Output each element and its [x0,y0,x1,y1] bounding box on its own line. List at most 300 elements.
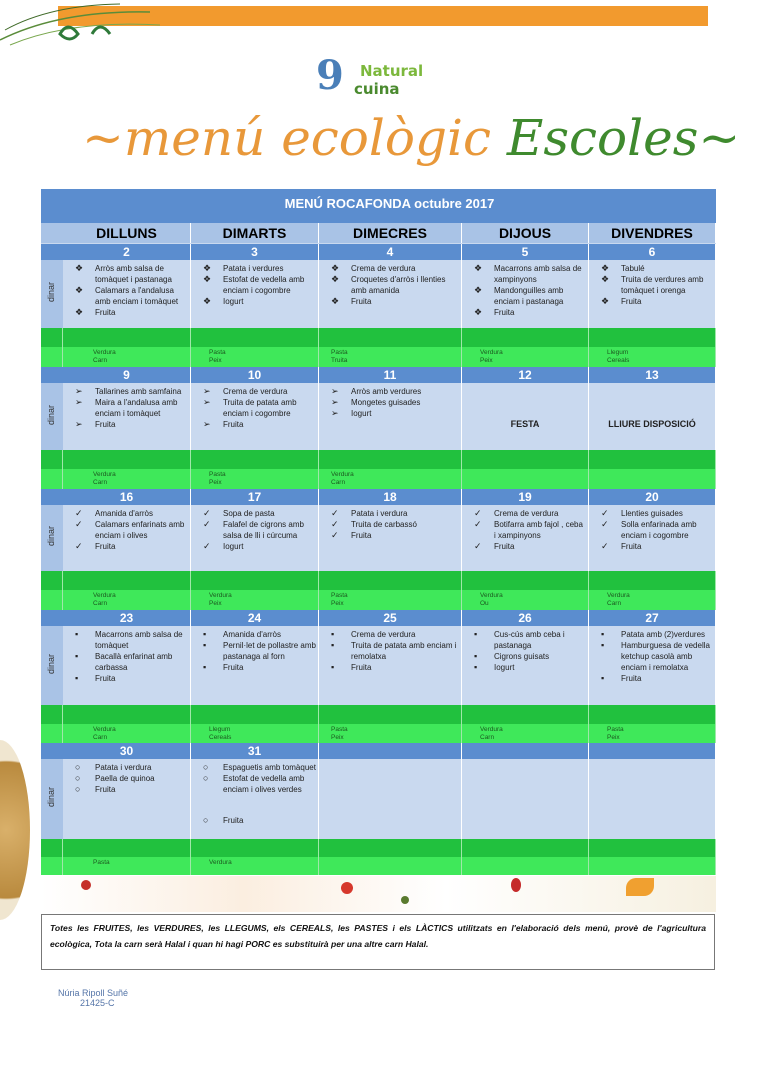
day-menu [589,626,716,705]
dish-text: Fruita [621,674,642,683]
green-band [319,450,462,469]
day-number: 17 [191,489,319,505]
day-menu [63,260,191,328]
day-number: 9 [63,367,191,383]
dish-item [75,784,188,795]
bullet-icon: ❖ [75,307,84,317]
dish-item [601,274,713,296]
dinar-label: dinar [46,786,56,807]
bullet-icon: ▪ [75,673,79,683]
food-group-tag: Cereals [607,357,630,364]
food-group-tag: Peix [480,357,493,364]
dish-text: Pernil·let de pollastre amb pastanaga al forn [223,641,316,661]
dish-text: Crema de verdura [351,630,416,639]
food-group-tag: Peix [209,600,222,607]
dish-text: Amanida d'arròs [223,630,281,639]
food-group-tag: Carn [607,600,622,607]
food-group-tags [191,590,319,610]
week-2-side-content [41,383,63,450]
food-group-tags [319,724,462,743]
title-part-1: ~menú ecològic [82,109,507,167]
week-5-side-content [41,759,63,839]
food-group-tags [63,724,191,743]
food-group-tags [462,347,589,367]
header-side [41,189,63,223]
dish-list [203,629,316,673]
dinar-label: dinar [46,653,56,674]
dish-item [203,629,316,640]
dish-text: Iogurt [223,297,244,306]
food-group-tags [191,347,319,367]
day-menu [319,759,462,839]
special-day-label: LLIURE DISPOSICIÓ [608,419,696,429]
dish-item [203,762,316,773]
dish-item [601,629,713,640]
bullet-icon: ✓ [331,508,339,518]
dish-text: Bacallà enfarinat amb carbassa [95,652,173,672]
green-band [589,328,716,347]
food-group-tag: Carn [93,479,108,486]
day-menu [589,759,716,839]
dish-list [203,263,316,307]
food-group-tag: Peix [209,479,222,486]
dish-item [331,408,459,419]
bullet-icon: ▪ [331,629,335,639]
dish-item [203,419,316,430]
week-1-side-content [41,260,63,328]
dish-item [75,263,188,285]
day-number [462,743,589,759]
dish-item [203,397,316,419]
dish-item [75,307,188,318]
dish-text: Sopa de pasta [223,509,275,518]
week-3-side [41,489,63,505]
logo-nine: 9 [316,52,344,99]
bullet-icon: ○ [75,762,81,772]
dish-item [331,274,459,296]
week-5-side [41,743,63,759]
day-header-5: DIVENDRES [589,223,716,243]
food-group-tag: Ou [480,600,489,607]
dish-list [601,263,713,307]
food-group-tag: Cereals [209,734,232,741]
day-number: 31 [191,743,319,759]
dish-list [75,629,188,684]
bullet-icon: ○ [75,773,81,783]
bullet-icon: ❖ [474,285,483,295]
dish-item [601,519,713,541]
food-group-tag: Pasta [607,726,624,733]
food-group-tags [462,469,589,489]
day-number: 27 [589,610,716,626]
dish-text: Macarrons amb salsa de xampinyons [494,264,582,284]
food-group-tags [589,469,716,489]
bullet-icon: ✓ [331,519,339,529]
dish-text: Fruita [95,542,116,551]
week-2-side [41,367,63,383]
food-group-tag: Peix [209,357,222,364]
leaf-decoration-icon [0,0,200,60]
dish-item [474,519,586,541]
bullet-icon: ○ [203,762,209,772]
dish-text: Fruita [95,308,116,317]
green-band [319,571,462,590]
green-band [191,450,319,469]
day-menu [462,383,589,450]
green-band [191,328,319,347]
footer-note: Totes les FRUITES, les VERDURES, les LLEGUMS, els CEREALS, les PASTES i els LÀCTICS utilitzats en l'elaboració dels menú, provè de l'agricultura ecològica, Tota la carn serà Halal i quan hi hagi PORC es substituirà per una altre carn Halal. [41,914,715,970]
dish-item [75,673,188,684]
day-number: 10 [191,367,319,383]
dish-text: Patata amb (2)verdures [621,630,706,639]
day-menu [63,505,191,571]
dish-item [75,773,188,784]
dish-item [474,263,586,285]
dish-item [474,541,586,552]
dish-item [203,296,316,307]
day-menu [191,505,319,571]
day-number: 3 [191,244,319,260]
day-number: 20 [589,489,716,505]
dish-text: Patata i verdures [223,264,284,273]
dish-text: Arròs amb salsa de tomàquet i pastanaga [95,264,172,284]
food-group-tag: Verdura [480,592,503,599]
dish-item [75,541,188,552]
dish-text: Fruita [494,542,515,551]
dish-text: Crema de verdura [351,264,416,273]
food-group-tag: Carn [480,734,495,741]
bullet-icon: ✓ [75,519,83,529]
bullet-icon: ○ [203,773,209,783]
week-5-side-green [41,839,63,857]
food-group-tag: Pasta [209,471,226,478]
food-group-tag: Llegum [209,726,231,733]
green-band [589,450,716,469]
dish-list [203,386,316,430]
day-number [589,743,716,759]
bullet-icon: ❖ [203,263,212,273]
dish-text: Hamburguesa de vedella ketchup casolà amb enciam i remolatxa [621,641,710,672]
food-group-tags [319,590,462,610]
bullet-icon: ▪ [203,662,207,672]
dish-item [331,296,459,307]
dish-text: Mongetes guisades [351,398,421,407]
food-group-tag: Pasta [331,592,348,599]
day-menu [462,260,589,328]
food-group-tag: Verdura [607,592,630,599]
day-number: 2 [63,244,191,260]
dish-text: Croquetes d'arròs i llenties amb amanida [351,275,446,295]
food-group-tags [319,857,462,875]
day-header-2: DIMARTS [191,223,319,243]
green-band [589,839,716,857]
dish-text: Macarrons amb salsa de tomàquet [95,630,183,650]
week-3-side-content [41,505,63,571]
food-group-tag: Peix [331,734,344,741]
bullet-icon: ▪ [75,651,79,661]
dish-item [75,762,188,773]
dish-item [601,296,713,307]
dish-item [203,815,316,826]
bullet-icon: ▪ [331,662,335,672]
week-1-side-green [41,328,63,347]
food-group-tag: Verdura [93,349,116,356]
dish-text: Truita de patata amb enciam i remolatxa [351,641,457,661]
bullet-icon: ➢ [331,386,339,396]
green-band [462,571,589,590]
day-number: 24 [191,610,319,626]
dish-text: Fruita [223,816,244,825]
dish-text: Crema de verdura [223,387,288,396]
bullet-icon: ○ [203,815,209,825]
dish-text: Estofat de vedella amb enciam i cogombre [223,275,305,295]
dish-text: Patata i verdura [351,509,408,518]
day-menu [191,759,319,839]
day-number: 12 [462,367,589,383]
green-band [63,571,191,590]
bullet-icon: ○ [75,784,81,794]
dish-list [75,386,188,430]
dish-list [331,629,459,673]
vegetables-decoration [41,876,716,912]
food-group-tag: Pasta [209,349,226,356]
dish-text: Truita de patata amb enciam i cogombre [223,398,297,418]
day-number: 19 [462,489,589,505]
signature-code: 21425-C [80,998,115,1008]
food-group-tags [63,347,191,367]
dish-text: Iogurt [351,409,372,418]
special-day-label: FESTA [510,419,540,429]
dish-item [331,640,459,662]
bullet-icon: ✓ [601,508,609,518]
bullet-icon: ▪ [203,629,207,639]
day-number: 26 [462,610,589,626]
bullet-icon: ❖ [75,285,84,295]
dish-text: Iogurt [223,542,244,551]
dish-text: Espaguetis amb tomàquet [223,763,316,772]
page-title [82,108,740,168]
dish-item [331,629,459,640]
food-group-tags [191,724,319,743]
dish-item [203,263,316,274]
day-menu [319,505,462,571]
week-2-side-green-light [41,469,63,489]
bullet-icon: ❖ [75,263,84,273]
cookie-decoration [0,740,30,920]
dish-item [203,640,316,662]
bullet-icon: ✓ [203,541,211,551]
dish-item [331,508,459,519]
dish-item [75,519,188,541]
dish-list [203,508,316,552]
bullet-icon: ▪ [331,640,335,650]
dish-item [203,386,316,397]
food-group-tag: Verdura [93,471,116,478]
logo-cuina: cuina [354,80,400,98]
bullet-icon: ❖ [601,274,610,284]
dinar-label: dinar [46,525,56,546]
food-group-tag: Pasta [331,726,348,733]
day-number: 18 [319,489,462,505]
day-number [319,743,462,759]
day-number: 4 [319,244,462,260]
green-band [191,705,319,724]
bullet-icon: ➢ [331,408,339,418]
week-3-side-green-light [41,590,63,610]
dish-text: Paella de quinoa [95,774,155,783]
natural-cuina-logo [316,52,446,102]
dish-item [75,629,188,651]
green-band [191,571,319,590]
dish-item [331,530,459,541]
dish-text: Tallarines amb samfaina [95,387,182,396]
green-band [319,839,462,857]
food-group-tag: Verdura [93,592,116,599]
bullet-icon: ❖ [203,274,212,284]
dish-item [601,508,713,519]
dinar-label: dinar [46,404,56,425]
dish-text: Maira a l'andalusa amb enciam i tomàquet [95,398,178,418]
dish-text: Calamars enfarinats amb enciam i olives [95,520,185,540]
green-band [191,839,319,857]
dish-list [203,762,316,826]
bullet-icon: ✓ [203,519,211,529]
food-group-tag: Carn [93,357,108,364]
green-band [319,705,462,724]
green-band [462,328,589,347]
dish-list [474,508,586,552]
dish-list [75,508,188,552]
bullet-icon: ✓ [203,508,211,518]
bullet-icon: ➢ [75,419,83,429]
green-band [462,450,589,469]
week-4-side-green [41,705,63,724]
green-band [63,450,191,469]
food-group-tags [589,347,716,367]
bullet-icon: ➢ [203,419,211,429]
food-group-tags [191,857,319,875]
dish-text: Cus-cús amb ceba i pastanaga [494,630,565,650]
day-menu [462,626,589,705]
dish-list [601,629,713,684]
week-4-side-green-light [41,724,63,743]
day-number: 5 [462,244,589,260]
dish-item [75,651,188,673]
dish-text: Tabulé [621,264,645,273]
green-band [63,328,191,347]
dish-text: Fruita [351,297,372,306]
bullet-icon: ▪ [474,629,478,639]
dish-text: Fruita [351,531,372,540]
dish-text: Fruita [95,674,116,683]
dish-text: Arròs amb verdures [351,387,422,396]
food-group-tag: Verdura [209,592,232,599]
bullet-icon: ✓ [75,541,83,551]
dish-text: Fruita [351,663,372,672]
dish-text: Fruita [621,297,642,306]
bullet-icon: ➢ [75,397,83,407]
day-menu [191,383,319,450]
dish-list [331,263,459,307]
day-menu [319,626,462,705]
dish-item [75,386,188,397]
bullet-icon: ❖ [474,307,483,317]
dish-text: Botifarra amb fajol , ceba i xampinyons [494,520,583,540]
food-group-tags [462,857,589,875]
day-number: 25 [319,610,462,626]
menu-table [41,189,716,875]
food-group-tag: Llegum [607,349,629,356]
dish-text: Crema de verdura [494,509,559,518]
dish-item [601,640,713,673]
food-group-tags [462,724,589,743]
signature-name: Núria Ripoll Suñé [58,988,129,998]
food-group-tags [63,469,191,489]
day-menu [589,260,716,328]
bullet-icon: ▪ [474,651,478,661]
green-band [63,705,191,724]
dish-text: Estofat de vedella amb enciam i olives verdes [223,774,305,794]
bullet-icon: ▪ [75,629,79,639]
dish-item [203,508,316,519]
day-menu [462,505,589,571]
dish-text: Fruita [95,785,116,794]
day-menu [319,383,462,450]
dinar-label: dinar [46,281,56,302]
day-number: 16 [63,489,191,505]
dish-list [75,263,188,318]
dish-list [331,508,459,541]
dish-text: Iogurt [494,663,515,672]
food-group-tag: Verdura [480,726,503,733]
bullet-icon: ✓ [601,519,609,529]
week-3-side-green [41,571,63,590]
dish-list [474,263,586,318]
bullet-icon: ✓ [474,519,482,529]
dish-item [203,519,316,541]
dish-item [203,274,316,296]
food-group-tag: Carn [331,479,346,486]
dish-list [75,762,188,795]
week-5-side-green-light [41,857,63,875]
dish-text: Cigrons guisats [494,652,550,661]
dish-item [474,651,586,662]
dish-item [331,397,459,408]
day-menu [462,759,589,839]
week-1-side-green-light [41,347,63,367]
bullet-icon: ✓ [331,530,339,540]
bullet-icon: ▪ [601,673,605,683]
day-header-side [41,223,63,243]
day-menu [63,383,191,450]
dish-text: Fruita [494,308,515,317]
bullet-icon: ✓ [474,508,482,518]
day-number: 13 [589,367,716,383]
dish-item [331,263,459,274]
bullet-icon: ▪ [203,640,207,650]
dish-item [474,285,586,307]
dish-item [75,419,188,430]
green-band [319,328,462,347]
green-band [462,839,589,857]
food-group-tag: Truita [331,357,348,364]
dish-item [75,397,188,419]
food-group-tag: Peix [331,600,344,607]
bullet-icon: ✓ [601,541,609,551]
dish-item [75,285,188,307]
dish-text: Llenties guisades [621,509,683,518]
food-group-tags [589,590,716,610]
